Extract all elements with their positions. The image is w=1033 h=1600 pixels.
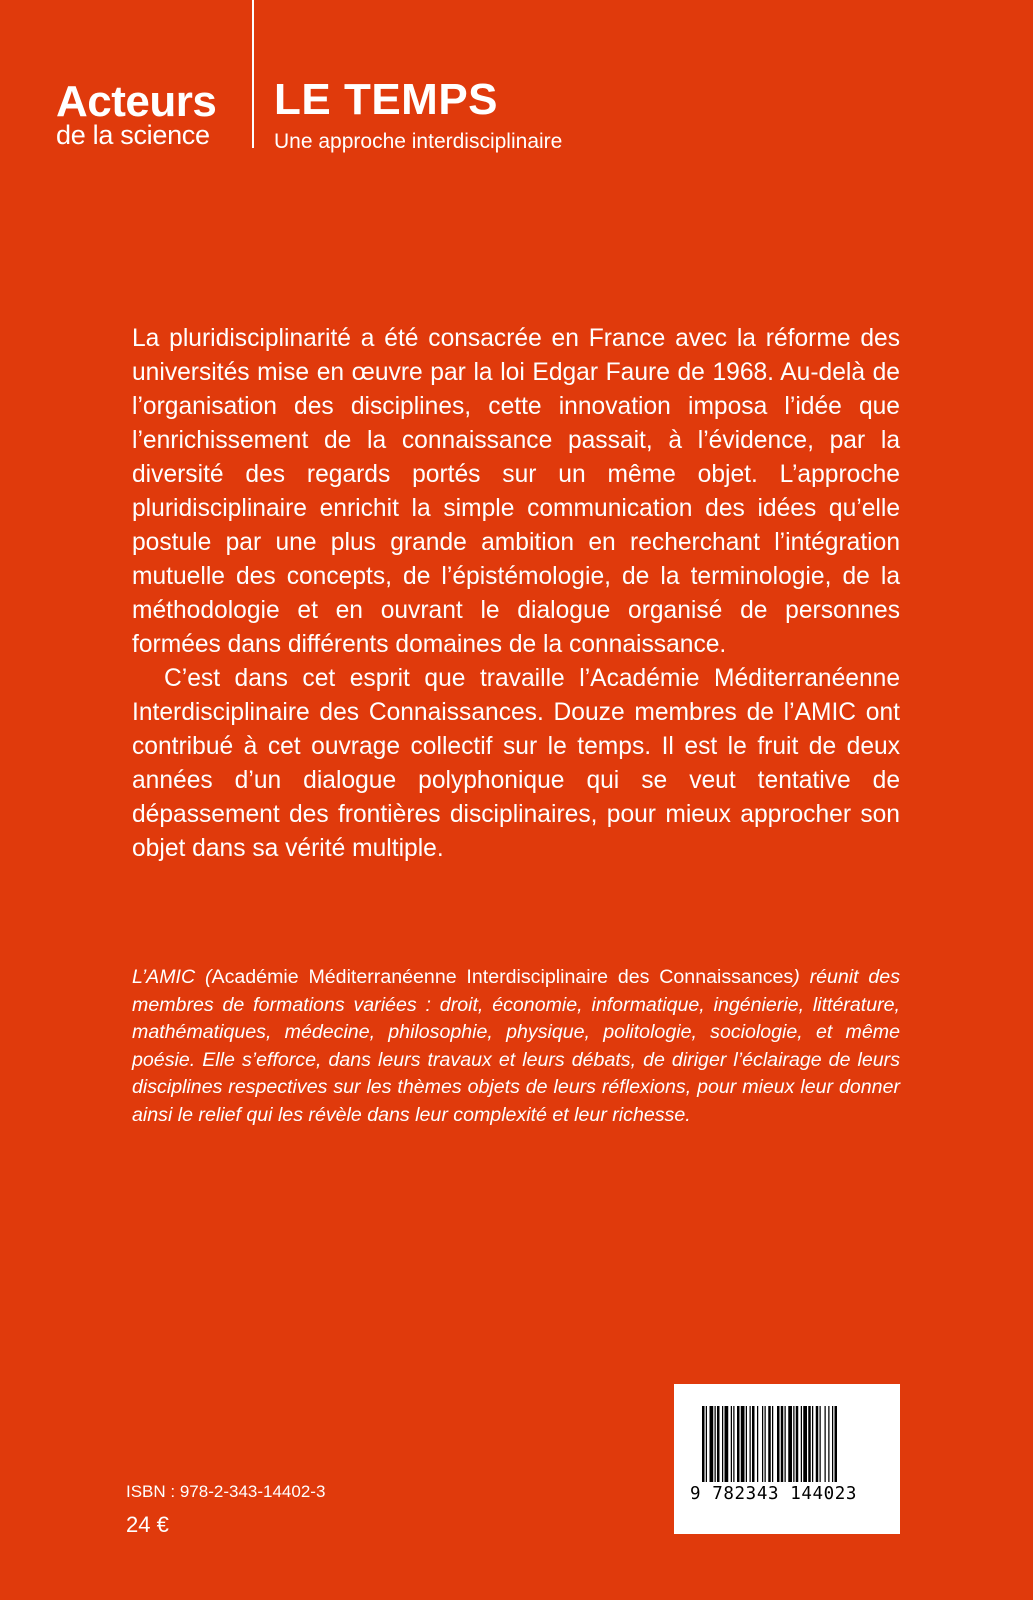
barcode-bar	[741, 1406, 745, 1482]
series-name: Acteurs	[56, 77, 217, 126]
barcode-bar	[772, 1406, 773, 1482]
barcode-bar	[717, 1406, 720, 1482]
about-rest: ) réunit des membres de formations variées : droit, économie, informatique, ingénierie, littérature, mathématiques, médecine, philosophie, physique, politologie, sociologie, et même poésie. Elle s’efforce, dans leurs travaux et leurs débats, de diriger l’éclairage de leurs disciplines respectives sur les thèmes objets de leurs réflexions, pour mieux leur donner ainsi le relief qui les révèle dans leur complexité et leur richesse.	[132, 966, 900, 1126]
barcode-bar	[731, 1406, 732, 1482]
barcode-bar	[757, 1406, 758, 1482]
about-full-name: Académie Méditerranéenne Interdisciplinaire des Connaissances	[211, 966, 794, 988]
blurb-paragraph-2: C’est dans cet esprit que travaille l’Académie Méditerranéenne Interdisciplinaire des Connaissances. Douze membres de l’AMIC ont contribué à cet ouvrage collectif sur le temps. Il est le fruit de deux années d’un dialogue polyphonique qui se veut tentative de dépassement des frontières disciplinaires, pour mieux approcher son objet dans sa vérité multiple.	[132, 665, 900, 862]
series-logo	[56, 77, 246, 150]
book-subtitle: Une approche interdisciplinaire	[274, 130, 563, 153]
barcode-bar	[812, 1406, 813, 1482]
barcode-digits: 9 782343 144023	[690, 1484, 858, 1504]
barcode-bar	[820, 1406, 821, 1482]
barcode-bar	[788, 1406, 792, 1482]
barcode-bar	[737, 1406, 740, 1482]
barcode-bar	[762, 1406, 763, 1482]
barcode-bar	[785, 1406, 786, 1482]
barcode-bars-icon	[702, 1406, 872, 1482]
barcode-bar	[768, 1406, 771, 1482]
about-paragraph	[132, 964, 900, 1129]
isbn: ISBN : 978-2-343-14402-3	[126, 1482, 326, 1501]
price: 24 €	[126, 1512, 169, 1537]
barcode-bar	[725, 1406, 729, 1482]
barcode-bar	[781, 1406, 784, 1482]
about-lead: L’AMIC (	[132, 966, 212, 988]
header-divider	[252, 0, 254, 148]
barcode-bar	[746, 1406, 747, 1482]
barcode-bar	[803, 1406, 807, 1482]
barcode-bar	[702, 1406, 705, 1482]
barcode-bar	[808, 1406, 811, 1482]
barcode-bar	[706, 1406, 707, 1482]
series-subtitle: de la science	[56, 120, 210, 150]
blurb	[132, 322, 900, 866]
barcode-bar	[796, 1406, 799, 1482]
barcode-bar	[832, 1406, 833, 1482]
barcode-bar	[835, 1406, 838, 1482]
title-block	[274, 76, 562, 154]
barcode-bar	[722, 1406, 723, 1482]
barcode-bar	[752, 1406, 755, 1482]
about-amic	[132, 964, 900, 1129]
barcode-bar	[801, 1406, 802, 1482]
barcode-bar	[793, 1406, 794, 1482]
blurb-paragraph-1: La pluridisciplinarité a été consacrée en France avec la réforme des universités mise en œuvre par la loi Edgar Faure de 1968. Au-delà de l’organisation des disciplines, cette innovation imposa l’idée que l’enrichissement de la connaissance passait, à l’évidence, par la diversité des regards portés sur un même objet. L’approche pluridisciplinaire enrichit la simple communication des idées qu’elle postule par une plus grande ambition en recherchant l’intégration mutuelle des concepts, de l’épistémologie, de la terminologie, de la méthodologie et en ouvrant le dialogue organisé de personnes formées dans différents domaines de la connaissance.	[132, 325, 900, 658]
barcode	[674, 1384, 900, 1534]
barcode-bar	[816, 1406, 819, 1482]
book-title: LE TEMPS	[274, 75, 499, 124]
barcode-bar	[750, 1406, 751, 1482]
barcode-bar	[828, 1406, 829, 1482]
barcode-bar	[710, 1406, 714, 1482]
barcode-bar	[715, 1406, 716, 1482]
barcode-bar	[765, 1406, 766, 1482]
barcode-bar	[733, 1406, 734, 1482]
barcode-bar	[825, 1406, 826, 1482]
barcode-bar	[777, 1406, 780, 1482]
